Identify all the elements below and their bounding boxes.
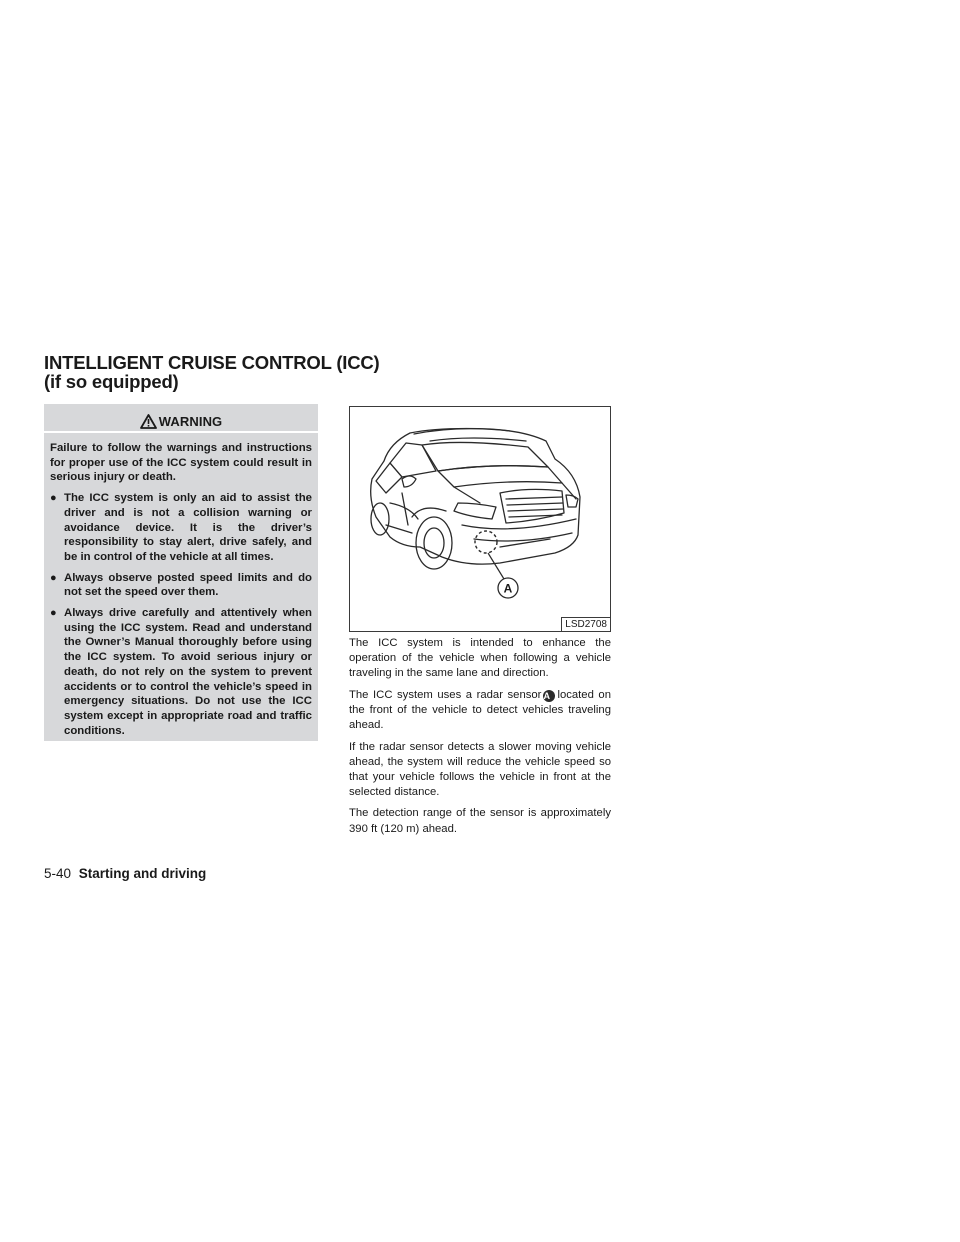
warning-bullet: [50, 571, 312, 600]
figure-code: LSD2708: [561, 617, 610, 631]
sensor-callout-a: A: [543, 690, 555, 702]
paragraph-2: [349, 688, 611, 733]
warning-header: [44, 411, 318, 433]
bullet-text: The ICC system is only an aid to assist the driver and is not a collision warning or avoidance device. It is the driver’s responsibility to stay alert, drive safely, and be in control of the vehicle at all times.: [64, 492, 312, 563]
page-number: 5-40: [44, 866, 72, 881]
warning-triangle-icon: [140, 414, 157, 429]
paragraph-2-before: The ICC system uses a radar sensor: [349, 688, 542, 701]
bullet-text: Always observe posted speed limits and do not set the speed over them.: [64, 571, 312, 599]
warning-bullet: [50, 606, 312, 738]
paragraph-4: The detection range of the sensor is approximately 390 ft (120 m) ahead.: [349, 807, 611, 835]
paragraph-1: The ICC system is intended to enhance the operation of the vehicle when following a vehicle traveling in the same lane and direction.: [349, 637, 611, 680]
figure-label-a: A: [503, 581, 513, 596]
warning-bullet: [50, 491, 312, 565]
bullet-mark: ●: [50, 607, 57, 620]
paragraph-2-after: located on the front of the vehicle to detect vehicles traveling ahead.: [349, 688, 611, 731]
section-title-line1: INTELLIGENT CRUISE CONTROL (ICC): [44, 352, 380, 373]
warning-box: [44, 404, 318, 741]
warning-title: WARNING: [158, 413, 223, 429]
bullet-mark: ●: [50, 492, 57, 505]
bullet-mark: ●: [50, 571, 57, 584]
warning-body: [44, 441, 318, 738]
bullet-text: Always drive carefully and attentively when using the ICC system. Read and understand the Owner’s Manual thoroughly before using the ICC system. To avoid serious injury or death, do not rely on the system to prevent accidents or to control the vehicle’s speed in emergency situations. Do not use the ICC system except in appropriate road and traffic conditions.: [64, 607, 312, 737]
section-title: [44, 353, 464, 391]
page-footer: [44, 866, 206, 881]
vehicle-illustration: [350, 407, 610, 631]
paragraph-3: If the radar sensor detects a slower moving vehicle ahead, the system will reduce the vehicle speed so that your vehicle follows the vehicle in front at the selected distance.: [349, 740, 611, 798]
body-text: [349, 636, 611, 843]
vehicle-figure: [349, 406, 611, 632]
warning-intro: Failure to follow the warnings and instructions for proper use of the ICC system could result in serious injury or death.: [50, 442, 312, 484]
chapter-title: Starting and driving: [78, 866, 207, 881]
section-title-line2: (if so equipped): [44, 371, 179, 392]
